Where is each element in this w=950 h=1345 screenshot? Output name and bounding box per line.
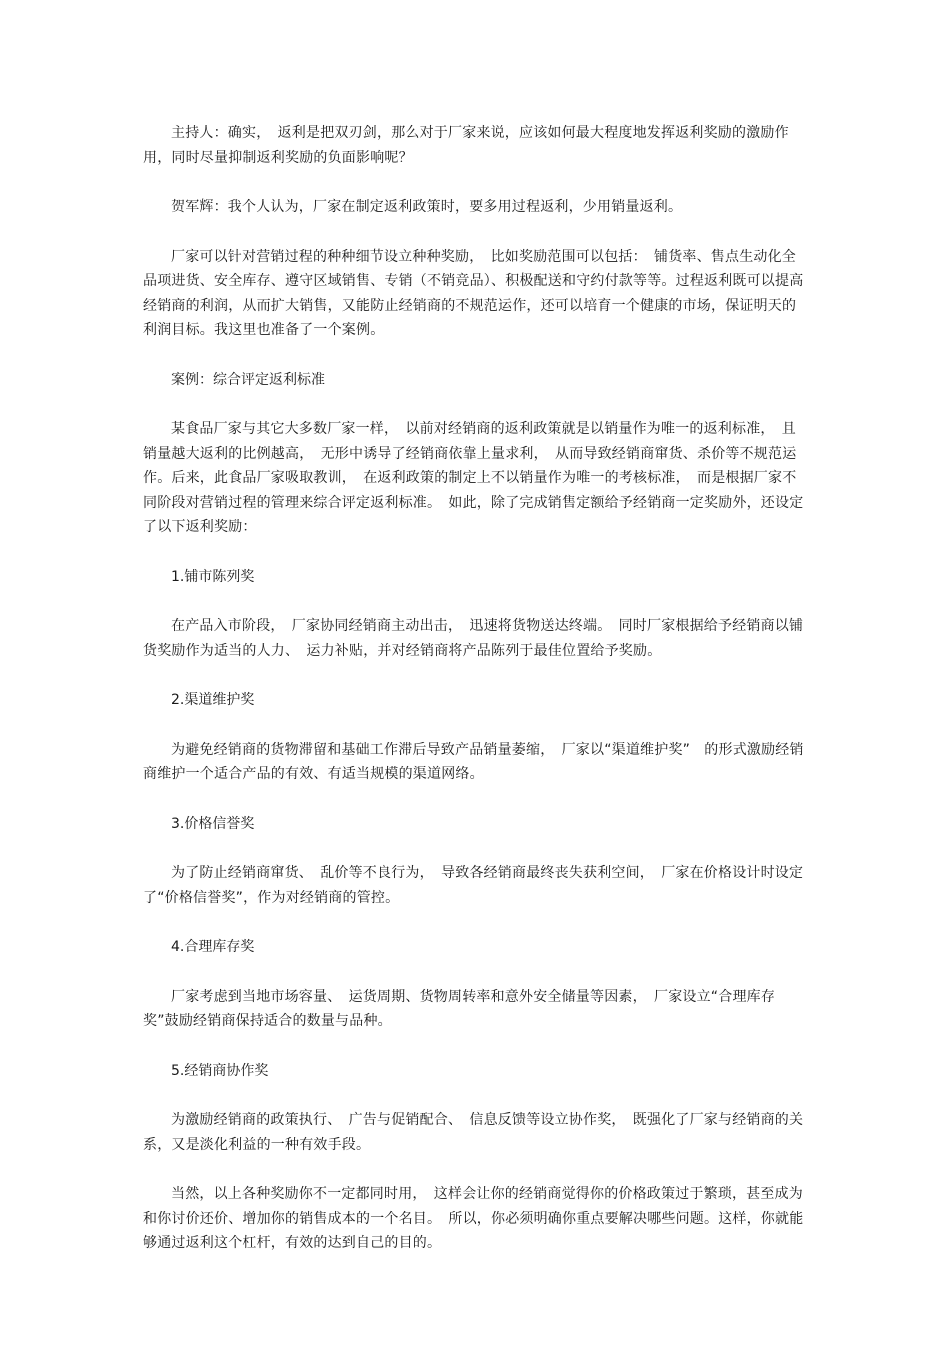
paragraph-cooperation-award: 为激励经销商的政策执行、 广告与促销配合、 信息反馈等设立协作奖， 既强化了厂家与经销商的关系，又是淡化利益的一种有效手段。 bbox=[143, 1112, 804, 1153]
document-page bbox=[143, 121, 810, 1256]
paragraph-process-rebate: 厂家可以针对营销过程的种种细节设立种种奖励， 比如奖励范围可以包括： 铺货率、售点生动化全品项进货、安全库存、遵守区域销售、专销（不销竞品）、积极配送和守约付款等等。过程返利既可以提高经销商的利润，从而扩大销售，又能防止经销商的不规范运作，还可以培育一个健康的市场，保证明天的利润目标。我这里也准备了一个案例。 bbox=[143, 248, 804, 338]
heading-cooperation-award: 5.经销商协作奖 bbox=[171, 1062, 269, 1079]
paragraph-host-question: 主持人：确实， 返利是把双刃剑，那么对于厂家来说，应该如何最大程度地发挥返利奖励的激励作用，同时尽量抑制返利奖励的负面影响呢？ bbox=[143, 125, 789, 166]
heading-display-award: 1.铺市陈列奖 bbox=[171, 568, 255, 585]
case-title: 案例：综合评定返利标准 bbox=[171, 371, 325, 388]
heading-inventory-award: 4.合理库存奖 bbox=[171, 939, 255, 955]
paragraph-inventory-award: 厂家考虑到当地市场容量、 运货周期、货物周转率和意外安全储量等因素， 厂家设立“合理库存奖”鼓励经销商保持适合的数量与品种。 bbox=[143, 988, 776, 1029]
paragraph-channel-award: 为避免经销商的货物滞留和基础工作滞后导致产品销量萎缩， 厂家以“渠道维护奖” 的形式激励经销商维护一个适合产品的有效、有适当规模的渠道网络。 bbox=[143, 741, 804, 782]
heading-channel-award: 2.渠道维护奖 bbox=[171, 692, 255, 708]
paragraph-display-award: 在产品入市阶段， 厂家协同经销商主动出击， 迅速将货物送达终端。 同时厂家根据给予经销商以铺货奖励作为适当的人力、 运力补贴，并对经销商将产品陈列于最佳位置给予奖励。 bbox=[143, 618, 804, 659]
paragraph-price-award: 为了防止经销商窜货、 乱价等不良行为， 导致各经销商最终丧失获利空间， 厂家在价格设计时设定了“价格信誉奖”，作为对经销商的管控。 bbox=[143, 865, 804, 906]
paragraph-conclusion: 当然，以上各种奖励你不一定都同时用， 这样会让你的经销商觉得你的价格政策过于繁琐，甚至成为和你讨价还价、增加你的销售成本的一个名目。 所以，你必须明确你重点要解决哪些问题。这样，你就能够通过返利这个杠杆，有效的达到自己的目的。 bbox=[143, 1186, 804, 1251]
paragraph-case-description: 某食品厂家与其它大多数厂家一样， 以前对经销商的返利政策就是以销量作为唯一的返利标准， 且销量越大返利的比例越高， 无形中诱导了经销商依靠上量求利， 从而导致经销商窜货、杀价等不规范运作。后来，此食品厂家吸取教训， 在返利政策的制定上不以销量作为唯一的考核标准， 而是根据厂家不同阶段对营销过程的管理来综合评定返利标准。 如此，除了完成销售定额给予经销商一定奖励外，还设定了以下返利奖励： bbox=[143, 421, 804, 535]
heading-price-award: 3.价格信誉奖 bbox=[171, 815, 255, 832]
paragraph-he-junhui-answer: 贺军辉：我个人认为，厂家在制定返利政策时，要多用过程返利，少用销量返利。 bbox=[171, 199, 683, 215]
